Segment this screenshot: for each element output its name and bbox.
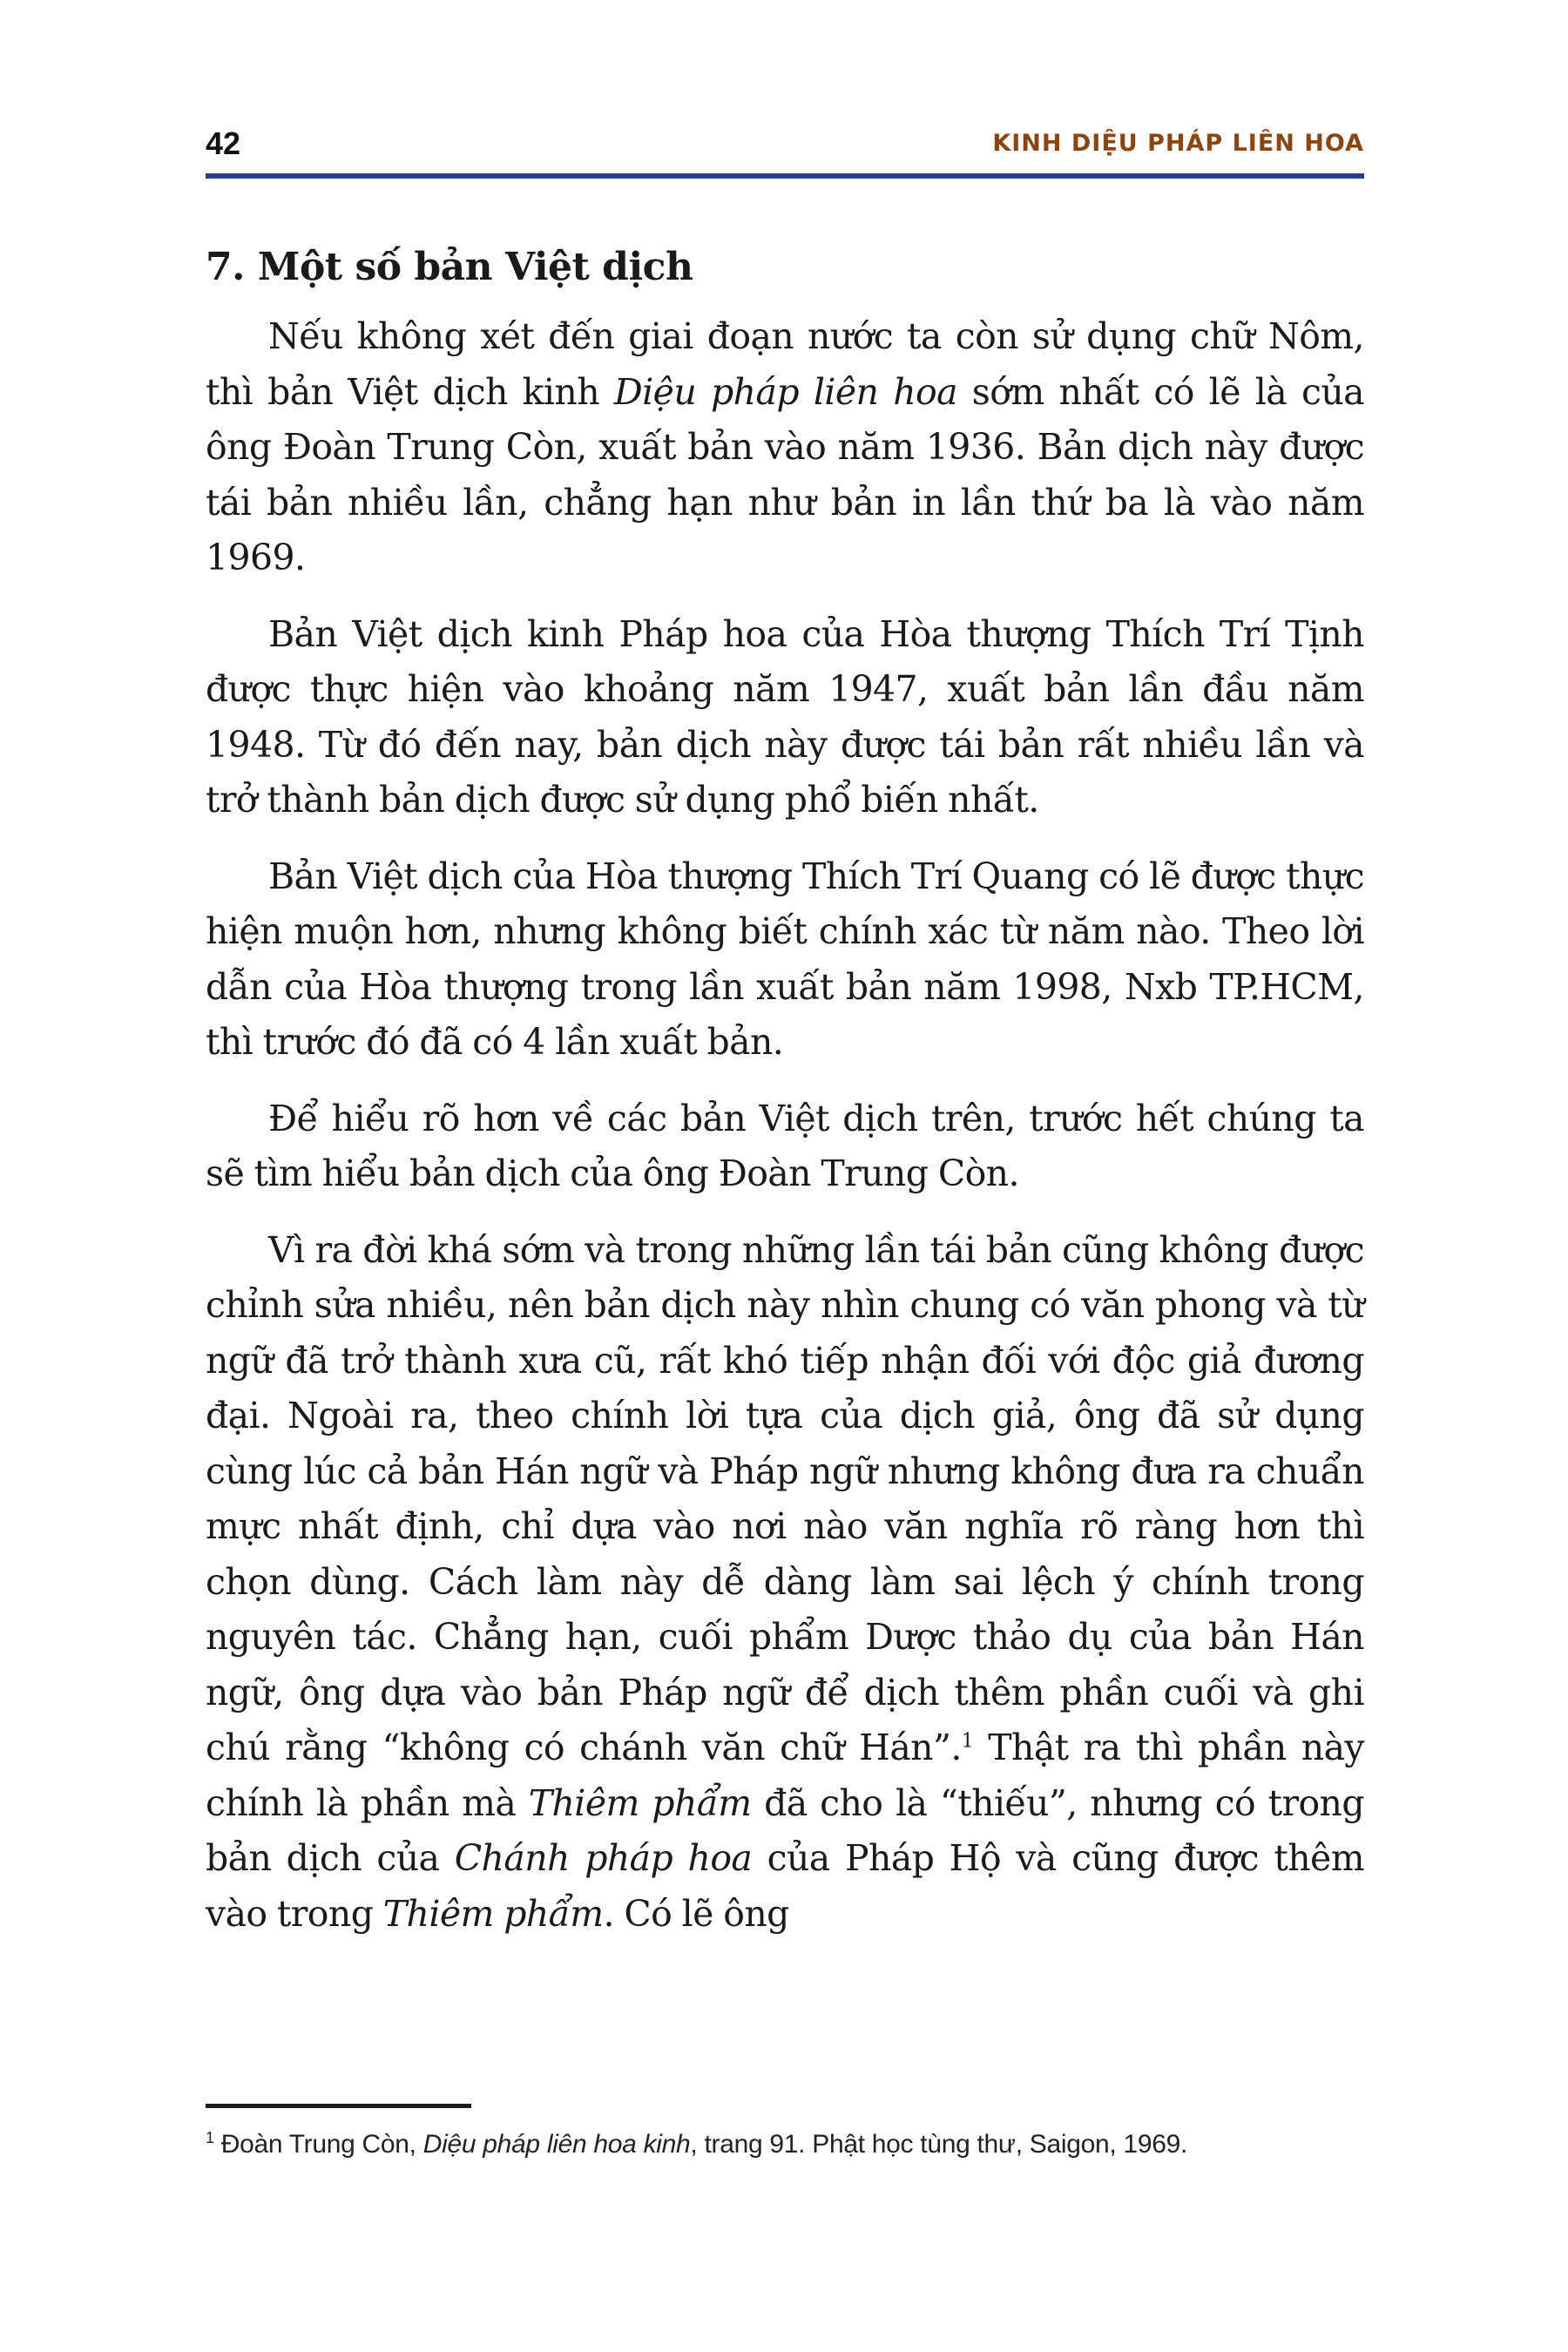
text-run: sớm nhất có lẽ là của ông Đoàn Trung Còn, xuất bản vào năm 1936. Bản dịch này được tái bản nhiều lần, chẳng hạn như bản in lần thứ ba là vào năm 1969. bbox=[206, 370, 1364, 578]
footnote bbox=[206, 2126, 1364, 2164]
text-run: Vì ra đời khá sớm và trong những lần tái bản cũng không được chỉnh sửa nhiều, nên bản dịch này nhìn chung có văn phong và từ ngữ đã trở thành xưa cũ, rất khó tiếp nhận đối với độc giả đương đại. Ngoài ra, theo chính lời tựa của dịch giả, ông đã sử dụng cùng lúc cả bản Hán ngữ và Pháp ngữ nhưng không đưa ra chuẩn mực nhất định, chỉ dựa vào nơi nào văn nghĩa rõ ràng hơn thì chọn dùng. Cách làm này dễ dàng làm sai lệch ý chính trong nguyên tác. Chẳng hạn, cuối phẩm Dược thảo dụ của bản Hán ngữ, ông dựa vào bản Pháp ngữ để dịch thêm phần cuối và ghi chú rằng “không có chánh văn chữ Hán”. bbox=[206, 1228, 1364, 1768]
footnote-text: , trang 91. Phật học tùng thư, Saigon, 1969. bbox=[690, 2130, 1188, 2159]
footnote-number: 1 bbox=[206, 2129, 214, 2146]
italic-title: Chánh pháp hoa bbox=[454, 1837, 753, 1879]
paragraph-3: Bản Việt dịch của Hòa thượng Thích Trí Quang có lẽ được thực hiện muộn hơn, nhưng không biết chính xác từ năm nào. Theo lời dẫn của Hòa thượng trong lần xuất bản năm 1998, Nxb TP.HCM, thì trước đó đã có 4 lần xuất bản. bbox=[206, 855, 1364, 1063]
footnote-italic-title: Diệu pháp liên hoa kinh bbox=[422, 2130, 691, 2159]
footnote-reference[interactable]: 1 bbox=[961, 1730, 974, 1753]
italic-title: Thiêm phẩm bbox=[382, 1892, 604, 1935]
paragraph-4: Để hiểu rõ hơn về các bản Việt dịch trên, trước hết chúng ta sẽ tìm hiểu bản dịch của ông Đoàn Trung Còn. bbox=[206, 1097, 1364, 1194]
page-number: 42 bbox=[206, 125, 241, 161]
footnote-rule bbox=[206, 2104, 471, 2108]
page-header bbox=[206, 122, 1364, 166]
paragraph-1 bbox=[206, 309, 1364, 586]
running-head: KINH DIỆU PHÁP LIÊN HOA bbox=[992, 130, 1364, 157]
section-heading: 7. Một số bản Việt dịch bbox=[206, 245, 693, 289]
italic-title: Thiêm phẩm bbox=[528, 1781, 752, 1824]
text-run: . Có lẽ ông bbox=[603, 1892, 789, 1935]
paragraph-2: Bản Việt dịch kinh Pháp hoa của Hòa thượng Thích Trí Tịnh được thực hiện vào khoảng năm 1947, xuất bản lần đầu năm 1948. Từ đó đến nay, bản dịch này được tái bản rất nhiều lần và trở thành bản dịch được sử dụng phổ biến nhất. bbox=[206, 612, 1364, 821]
text-run: đã cho là “thiếu”, nhưng có trong bản dịch của bbox=[206, 1781, 1364, 1879]
page-content bbox=[206, 240, 1364, 1963]
italic-title: Diệu pháp liên hoa bbox=[613, 370, 957, 413]
footnote-text: Đoàn Trung Còn, bbox=[220, 2130, 423, 2159]
header-rule bbox=[206, 173, 1364, 179]
text-run: Thật ra thì phần này chính là phần mà bbox=[206, 1727, 1364, 1824]
text-run: Nếu không xét đến giai đoạn nước ta còn sử dụng chữ Nôm, thì bản Việt dịch kinh bbox=[206, 315, 1364, 413]
paragraph-5 bbox=[206, 1223, 1364, 1943]
text-run: của Pháp Hộ và cũng được thêm vào trong bbox=[206, 1837, 1364, 1935]
